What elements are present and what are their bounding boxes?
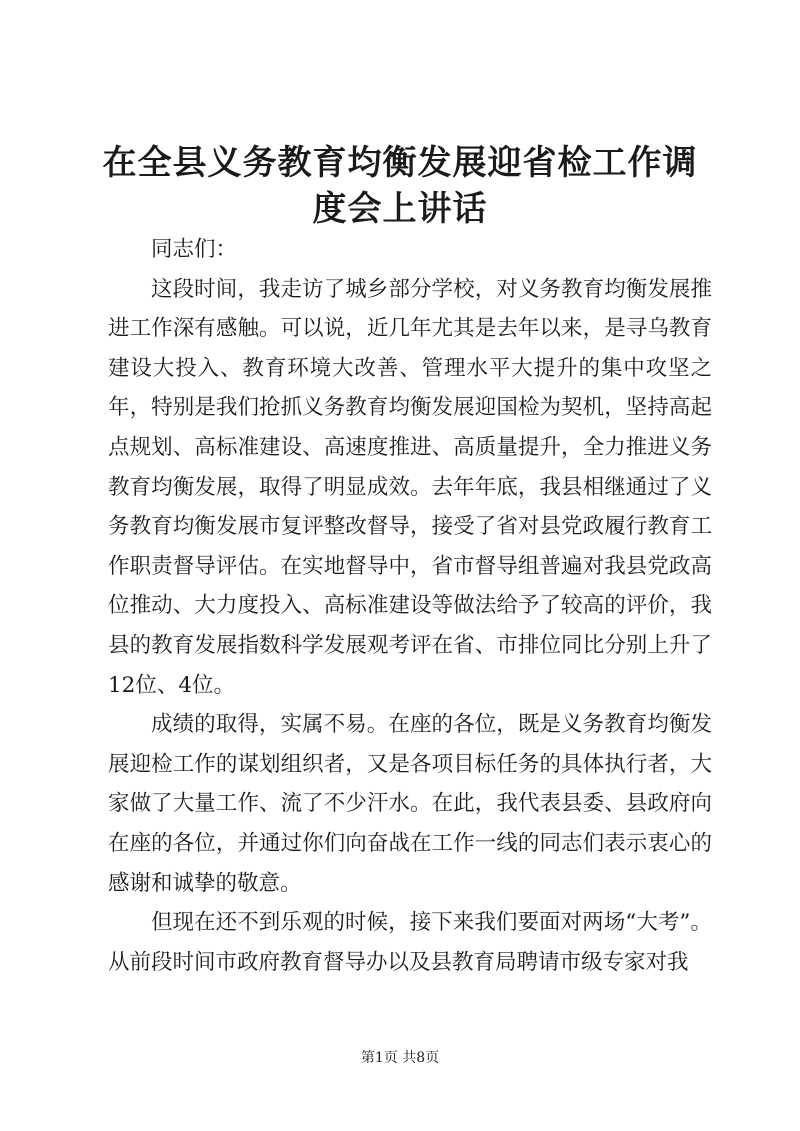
salutation-paragraph: 同志们： — [151, 237, 238, 262]
body-paragraph-1: 这段时间，我走访了城乡部分学校，对义务教育均衡发展推进工作深有感触。可以说，近几年尤其是去年以来，是寻乌教育建设大投入、教育环境大改善、管理水平大提升的集中攻坚之年，特别是我们抢抓义务教育均衡发展迎国检为契机，坚持高起点规划、高标准建设、高速度推进、高质量提升，全力推进义务教育均衡发展，取得了明显成效。去年年底，我县相继通过了义务教育均衡发展市复评整改督导，接受了省对县党政履行教育工作职责督导评估。在实地督导中，省市督导组普遍对我县党政高位推动、大力度投入、高标准建设等做法给予了较高的评价，我县的教育发展指数科学发展观考评在省、市排位同比分别上升了12位、4位。 — [108, 276, 712, 698]
page-footer: 第1页 共8页 — [360, 1050, 440, 1066]
body-paragraph-3: 但现在还不到乐观的时候，接下来我们要面对两场“大考”。从前段时间市政府教育督导办以及县教育局聘请市级专家对我 — [108, 910, 712, 975]
body-paragraph-2: 成绩的取得，实属不易。在座的各位，既是义务教育均衡发展迎检工作的谋划组织者，又是各项目标任务的具体执行者，大家做了大量工作、流了不少汗水。在此，我代表县委、县政府向在座的各位，并通过你们向奋战在工作一线的同志们表示衷心的感谢和诚挚的敬意。 — [108, 712, 712, 896]
document-title: 在全县义务教育均衡发展迎省检工作调度会上讲话 — [102, 143, 698, 229]
document-body — [108, 230, 712, 982]
